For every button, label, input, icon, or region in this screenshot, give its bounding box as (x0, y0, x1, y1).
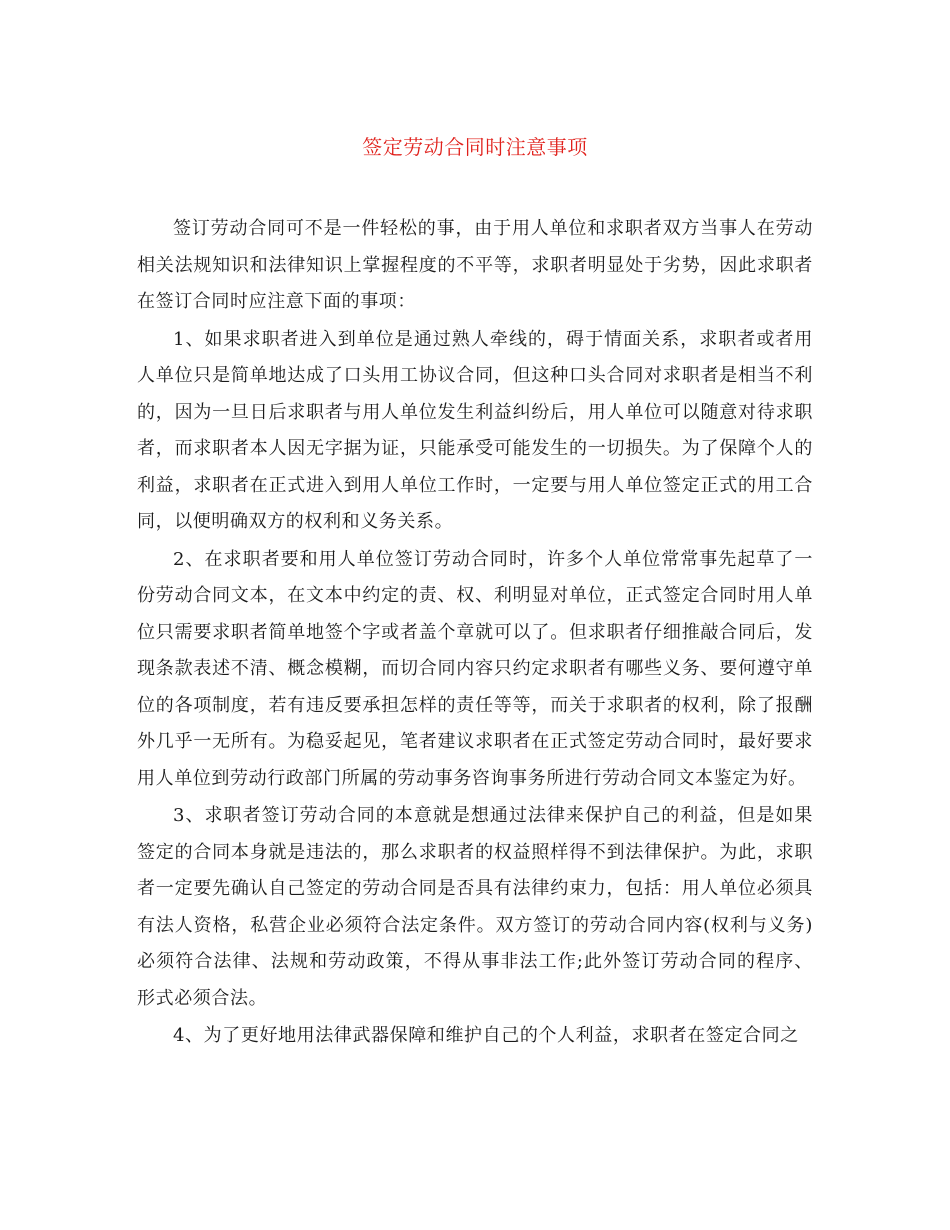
paragraph-item-4: 4、为了更好地用法律武器保障和维护自己的个人利益，求职者在签定合同之 (173, 1025, 799, 1046)
document-body (137, 211, 813, 1056)
document-title: 签定劳动合同时注意事项 (362, 135, 588, 159)
paragraph-item-1: 1、如果求职者进入到单位是通过熟人牵线的，碍于情面关系，求职者或者用人单位只是简单地达成了口头用工协议合同，但这种口头合同对求职者是相当不利的，因为一旦日后求职者与用人单位发生利益纠纷后，用人单位可以随意对待求职者，而求职者本人因无字据为证，只能承受可能发生的一切损失。为了保障个人的利益，求职者在正式进入到用人单位工作时，一定要与用人单位签定正式的用工合同，以便明确双方的权利和义务关系。 (137, 328, 813, 532)
paragraph-item-2: 2、在求职者要和用人单位签订劳动合同时，许多个人单位常常事先起草了一份劳动合同文本，在文本中约定的责、权、利明显对单位，正式签定合同时用人单位只需要求职者简单地签个字或者盖个章就可以了。但求职者仔细推敲合同后，发现条款表述不清、概念模糊，而切合同内容只约定求职者有哪些义务、要何遵守单位的各项制度，若有违反要承担怎样的责任等等，而关于求职者的权利，除了报酬外几乎一无所有。为稳妥起见，笔者建议求职者在正式签定劳动合同时，最好要求用人单位到劳动行政部门所属的劳动事务咨询事务所进行劳动合同文本鉴定为好。 (137, 548, 813, 789)
paragraph-item-3: 3、求职者签订劳动合同的本意就是想通过法律来保护自己的利益，但是如果签定的合同本身就是违法的，那么求职者的权益照样得不到法律保护。为此，求职者一定要先确认自己签定的劳动合同是否具有法律约束力，包括：用人单位必须具有法人资格，私营企业必须符合法定条件。双方签订的劳动合同内容(权利与义务)必须符合法律、法规和劳动政策，不得从事非法工作;此外签订劳动合同的程序、形式必须合法。 (137, 805, 813, 1009)
intro-paragraph: 签订劳动合同可不是一件轻松的事，由于用人单位和求职者双方当事人在劳动相关法规知识和法律知识上掌握程度的不平等，求职者明显处于劣势，因此求职者在签订合同时应注意下面的事项： (137, 218, 813, 312)
